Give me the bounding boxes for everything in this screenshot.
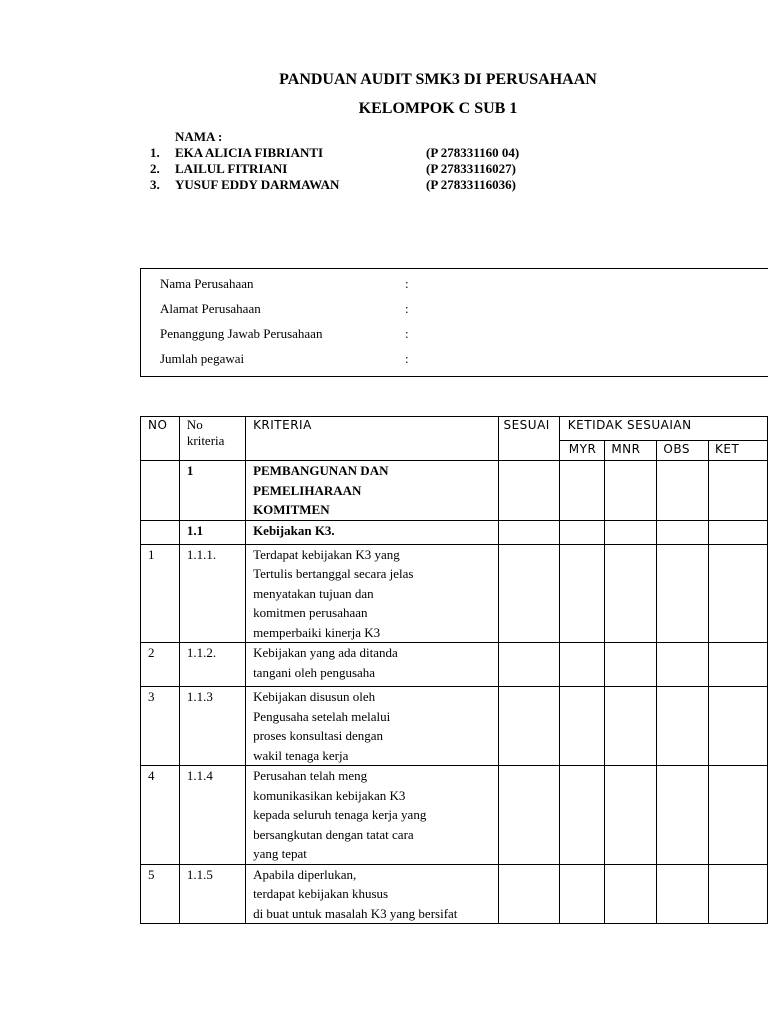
header-no: NO bbox=[141, 417, 180, 461]
member-id: (P 27833116027) bbox=[426, 161, 516, 176]
empty-cell bbox=[709, 766, 768, 865]
empty-cell bbox=[657, 864, 709, 924]
row-number: 5 bbox=[141, 864, 180, 924]
empty-cell bbox=[605, 766, 657, 865]
row-number: 2 bbox=[141, 643, 180, 687]
criteria-line: Apabila diperlukan, bbox=[253, 866, 357, 882]
table-row bbox=[141, 687, 768, 766]
criteria-line: Perusahan telah meng bbox=[253, 768, 368, 783]
company-field-label: Alamat Perusahaan bbox=[160, 301, 261, 316]
company-field-value: : bbox=[405, 301, 409, 316]
row-code: 1.1.1. bbox=[179, 544, 245, 643]
empty-cell bbox=[657, 544, 709, 643]
criteria-line: Terdapat kebijakan K3 yang bbox=[253, 546, 400, 562]
empty-cell bbox=[605, 544, 657, 643]
criteria-line: proses konsultasi dengan bbox=[253, 728, 384, 743]
criteria-line: komitmen perusahaan bbox=[253, 605, 368, 620]
empty-cell bbox=[559, 461, 605, 521]
criteria-line: Kebijakan yang ada ditanda bbox=[253, 645, 398, 660]
section-title-line: PEMELIHARAAN bbox=[253, 482, 362, 498]
empty-cell bbox=[499, 461, 559, 521]
member-number: 2. bbox=[150, 161, 160, 176]
header-no-kriteria bbox=[179, 417, 245, 461]
empty-cell bbox=[559, 766, 605, 865]
empty-cell bbox=[709, 643, 768, 687]
row-code: 1.1.4 bbox=[179, 766, 245, 865]
empty-cell bbox=[499, 864, 559, 924]
section-row bbox=[141, 461, 768, 521]
empty-cell bbox=[605, 864, 657, 924]
criteria-line: tangani oleh pengusaha bbox=[253, 664, 376, 680]
company-field-value: : bbox=[405, 276, 409, 291]
section-number: 1 bbox=[179, 461, 245, 521]
empty-cell bbox=[709, 864, 768, 924]
empty-cell bbox=[559, 864, 605, 924]
empty-cell bbox=[559, 643, 605, 687]
row-criteria bbox=[246, 864, 499, 924]
empty-cell bbox=[499, 687, 559, 766]
audit-table bbox=[140, 416, 768, 924]
criteria-line: menyatakan tujuan dan bbox=[253, 585, 374, 601]
empty-cell bbox=[559, 687, 605, 766]
subsection-title: Kebijakan K3. bbox=[246, 520, 499, 544]
member-id: (P 278331160 04) bbox=[426, 145, 520, 160]
criteria-line: kepada seluruh tenaga kerja yang bbox=[253, 807, 427, 822]
empty-cell bbox=[605, 461, 657, 521]
member-label: NAMA : bbox=[175, 129, 223, 144]
section-title-line: KOMITMEN bbox=[253, 502, 330, 517]
criteria-line: memperbaiki kinerja K3 bbox=[253, 624, 381, 640]
empty-cell bbox=[559, 544, 605, 643]
subsection-number: 1.1 bbox=[179, 520, 245, 544]
document-title: PANDUAN AUDIT SMK3 DI PERUSAHAAN bbox=[279, 71, 597, 88]
criteria-line: wakil tenaga kerja bbox=[253, 747, 349, 763]
row-number: 4 bbox=[141, 766, 180, 865]
row-criteria bbox=[246, 766, 499, 865]
criteria-line: di buat untuk masalah K3 yang bersifat bbox=[253, 905, 458, 921]
empty-cell bbox=[657, 687, 709, 766]
header-kriteria: KRITERIA bbox=[246, 417, 499, 461]
empty-cell bbox=[499, 544, 559, 643]
company-field-label: Penanggung Jawab Perusahaan bbox=[160, 326, 323, 341]
criteria-line: terdapat kebijakan khusus bbox=[253, 886, 389, 901]
header-myr: MYR bbox=[559, 441, 605, 461]
company-field-label: Jumlah pegawai bbox=[160, 351, 245, 366]
company-field bbox=[160, 351, 409, 367]
criteria-line: komunikasikan kebijakan K3 bbox=[253, 787, 406, 803]
member-name: LAILUL FITRIANI bbox=[175, 161, 288, 176]
header-ketidak-sesuaian: KETIDAK SESUAIAN bbox=[559, 417, 767, 441]
empty-cell bbox=[657, 643, 709, 687]
empty-cell bbox=[709, 544, 768, 643]
member-name: YUSUF EDDY DARMAWAN bbox=[175, 177, 340, 192]
row-number: 3 bbox=[141, 687, 180, 766]
table-row bbox=[141, 864, 768, 924]
empty-cell bbox=[657, 461, 709, 521]
member-number: 3. bbox=[150, 177, 160, 192]
company-field-label: Nama Perusahaan bbox=[160, 276, 254, 291]
empty-cell bbox=[605, 643, 657, 687]
header-no-kriteria-line2: kriteria bbox=[186, 433, 225, 448]
header-sesuai: SESUAI bbox=[499, 417, 559, 461]
header-no-kriteria-line1: No bbox=[186, 417, 203, 432]
table-row bbox=[141, 544, 768, 643]
criteria-line: Kebijakan disusun oleh bbox=[253, 689, 376, 704]
row-criteria bbox=[246, 544, 499, 643]
header-obs: OBS bbox=[657, 441, 709, 461]
subsection-row bbox=[141, 520, 768, 544]
empty-cell bbox=[141, 520, 180, 544]
row-code: 1.1.2. bbox=[179, 643, 245, 687]
row-code: 1.1.5 bbox=[179, 864, 245, 924]
criteria-line: yang tepat bbox=[253, 846, 307, 861]
criteria-line: Tertulis bertanggal secara jelas bbox=[253, 566, 414, 581]
member-number: 1. bbox=[150, 145, 160, 160]
empty-cell bbox=[709, 520, 768, 544]
company-info-box bbox=[140, 268, 768, 377]
company-field bbox=[160, 326, 409, 342]
company-field-value: : bbox=[405, 351, 409, 366]
row-criteria bbox=[246, 687, 499, 766]
header-ket: KET bbox=[709, 441, 768, 461]
company-field-value: : bbox=[405, 326, 409, 341]
empty-cell bbox=[141, 461, 180, 521]
row-criteria bbox=[246, 643, 499, 687]
empty-cell bbox=[499, 520, 559, 544]
company-field bbox=[160, 301, 409, 317]
empty-cell bbox=[605, 687, 657, 766]
empty-cell bbox=[499, 643, 559, 687]
section-title-line: PEMBANGUNAN DAN bbox=[253, 463, 389, 478]
empty-cell bbox=[709, 687, 768, 766]
member-id: (P 27833116036) bbox=[426, 177, 516, 192]
company-field bbox=[160, 276, 409, 292]
row-number: 1 bbox=[141, 544, 180, 643]
empty-cell bbox=[605, 520, 657, 544]
criteria-line: Pengusaha setelah melalui bbox=[253, 708, 391, 724]
criteria-line: bersangkutan dengan tatat cara bbox=[253, 826, 414, 842]
section-title bbox=[246, 461, 499, 521]
empty-cell bbox=[559, 520, 605, 544]
empty-cell bbox=[657, 766, 709, 865]
header-mnr: MNR bbox=[605, 441, 657, 461]
empty-cell bbox=[657, 520, 709, 544]
empty-cell bbox=[499, 766, 559, 865]
table-row bbox=[141, 766, 768, 865]
member-name: EKA ALICIA FIBRIANTI bbox=[175, 145, 324, 160]
document-subtitle: KELOMPOK C SUB 1 bbox=[358, 100, 518, 117]
empty-cell bbox=[709, 461, 768, 521]
row-code: 1.1.3 bbox=[179, 687, 245, 766]
table-header-row bbox=[141, 417, 768, 441]
table-row bbox=[141, 643, 768, 687]
